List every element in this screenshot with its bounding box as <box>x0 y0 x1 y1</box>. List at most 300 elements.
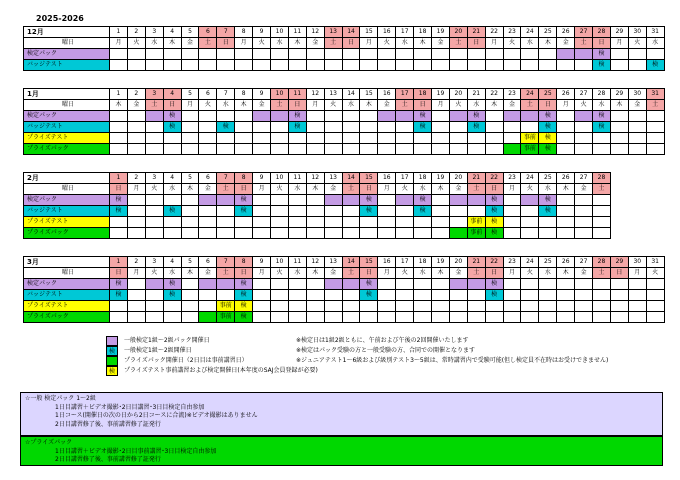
event-cell <box>467 60 485 71</box>
event-cell <box>396 195 414 206</box>
weekday-cell: 月 <box>503 268 521 279</box>
event-cell <box>449 290 467 301</box>
day-number: 10 <box>271 173 289 184</box>
event-cell <box>324 206 342 217</box>
day-number: 10 <box>271 89 289 100</box>
event-cell <box>503 228 521 239</box>
weekday-cell: 水 <box>288 268 306 279</box>
event-cell <box>593 290 611 301</box>
event-cell <box>378 279 396 290</box>
event-cell <box>467 279 485 290</box>
event-cell <box>378 217 396 228</box>
event-cell: 検 <box>593 49 611 60</box>
event-cell <box>163 133 181 144</box>
event-cell: 検 <box>110 290 128 301</box>
event-cell <box>288 290 306 301</box>
event-cell <box>557 279 575 290</box>
weekday-cell: 月 <box>485 38 503 49</box>
event-cell <box>181 49 199 60</box>
event-cell: 検 <box>235 290 253 301</box>
empty-cell <box>610 206 628 217</box>
day-number: 13 <box>324 89 342 100</box>
legend <box>106 336 666 376</box>
event-cell: 検 <box>593 122 611 133</box>
event-cell <box>432 301 450 312</box>
event-cell <box>593 195 611 206</box>
event-cell <box>342 49 360 60</box>
weekday-cell: 金 <box>432 38 450 49</box>
day-number: 23 <box>503 27 521 38</box>
event-cell <box>342 111 360 122</box>
day-number: 17 <box>396 27 414 38</box>
weekday-label: 曜日 <box>24 100 110 111</box>
day-number: 12 <box>306 173 324 184</box>
event-cell <box>288 144 306 155</box>
event-cell <box>306 49 324 60</box>
day-number: 18 <box>414 173 432 184</box>
weekday-cell: 火 <box>145 268 163 279</box>
event-cell <box>449 49 467 60</box>
day-number: 26 <box>557 27 575 38</box>
event-cell <box>557 290 575 301</box>
weekday-cell: 水 <box>217 100 235 111</box>
legend-note: ※検定日は1級2級ともに、午前および午後の2回開催いたします <box>296 337 469 344</box>
event-cell <box>271 111 289 122</box>
event-cell <box>324 133 342 144</box>
event-cell <box>485 49 503 60</box>
day-number: 5 <box>181 257 199 268</box>
event-cell <box>217 133 235 144</box>
event-cell <box>396 144 414 155</box>
event-cell <box>378 228 396 239</box>
event-cell <box>521 301 539 312</box>
row-label-prizePack: プライズパック <box>24 228 110 239</box>
weekday-cell: 木 <box>432 184 450 195</box>
day-number: 6 <box>199 27 217 38</box>
event-cell <box>521 228 539 239</box>
legend-item <box>106 356 666 366</box>
event-cell <box>271 144 289 155</box>
weekday-cell: 月 <box>181 100 199 111</box>
event-cell <box>360 312 378 323</box>
day-number: 27 <box>575 89 593 100</box>
event-cell: 検 <box>539 144 557 155</box>
month-title: 3月 <box>24 257 110 268</box>
event-cell <box>145 301 163 312</box>
event-cell: 検 <box>163 111 181 122</box>
event-cell <box>610 122 628 133</box>
legend-text: 一般検定1級～2級開催日 <box>124 347 192 354</box>
event-cell <box>181 111 199 122</box>
event-cell <box>306 111 324 122</box>
event-cell <box>521 195 539 206</box>
weekday-cell: 火 <box>127 38 145 49</box>
event-cell <box>288 312 306 323</box>
weekday-cell: 金 <box>324 268 342 279</box>
row-label-badge: バッジテスト <box>24 60 110 71</box>
event-cell <box>342 133 360 144</box>
event-cell <box>127 217 145 228</box>
event-cell <box>646 49 664 60</box>
event-cell <box>396 290 414 301</box>
event-cell <box>110 217 128 228</box>
event-cell <box>145 133 163 144</box>
event-cell <box>628 290 646 301</box>
event-cell <box>306 279 324 290</box>
event-cell <box>199 206 217 217</box>
event-cell <box>342 60 360 71</box>
event-cell: 検 <box>414 122 432 133</box>
event-cell <box>360 133 378 144</box>
event-cell <box>110 122 128 133</box>
day-number: 25 <box>539 257 557 268</box>
event-cell <box>110 60 128 71</box>
event-cell <box>396 49 414 60</box>
event-cell <box>432 195 450 206</box>
event-cell <box>217 206 235 217</box>
calendar-month-4 <box>23 256 665 323</box>
legend-item <box>106 366 666 376</box>
event-cell <box>199 301 217 312</box>
event-cell <box>378 206 396 217</box>
event-cell <box>628 279 646 290</box>
event-cell <box>575 301 593 312</box>
event-cell <box>503 279 521 290</box>
day-number: 2 <box>127 173 145 184</box>
weekday-cell: 金 <box>575 268 593 279</box>
event-cell <box>432 122 450 133</box>
event-cell <box>557 144 575 155</box>
day-number: 21 <box>467 173 485 184</box>
event-cell <box>557 206 575 217</box>
event-cell <box>378 290 396 301</box>
event-cell <box>288 279 306 290</box>
day-number: 28 <box>593 89 611 100</box>
event-cell <box>396 312 414 323</box>
event-cell <box>271 312 289 323</box>
day-number: 27 <box>575 173 593 184</box>
event-cell <box>288 301 306 312</box>
event-cell <box>628 133 646 144</box>
event-cell <box>288 206 306 217</box>
event-cell <box>199 122 217 133</box>
event-cell <box>628 301 646 312</box>
event-cell <box>127 228 145 239</box>
event-cell <box>110 111 128 122</box>
event-cell <box>449 195 467 206</box>
day-number: 19 <box>432 27 450 38</box>
weekday-cell: 火 <box>271 184 289 195</box>
weekday-cell: 木 <box>181 184 199 195</box>
event-cell <box>181 217 199 228</box>
weekday-cell: 土 <box>217 184 235 195</box>
weekday-cell: 水 <box>521 38 539 49</box>
event-cell <box>521 290 539 301</box>
day-number: 25 <box>539 173 557 184</box>
event-cell <box>342 144 360 155</box>
event-cell <box>127 111 145 122</box>
event-cell <box>199 195 217 206</box>
event-cell <box>575 60 593 71</box>
event-cell <box>449 60 467 71</box>
day-number: 12 <box>306 89 324 100</box>
weekday-cell: 日 <box>485 268 503 279</box>
weekday-cell: 水 <box>163 268 181 279</box>
event-cell <box>145 279 163 290</box>
event-cell <box>127 60 145 71</box>
event-cell <box>557 312 575 323</box>
event-cell <box>163 228 181 239</box>
day-number: 10 <box>271 27 289 38</box>
day-number: 20 <box>449 89 467 100</box>
event-cell <box>145 206 163 217</box>
event-cell <box>342 228 360 239</box>
event-cell <box>485 133 503 144</box>
day-number: 1 <box>110 173 128 184</box>
event-cell <box>414 301 432 312</box>
empty-cell <box>610 217 628 228</box>
event-cell <box>253 49 271 60</box>
weekday-cell: 日 <box>217 38 235 49</box>
event-cell <box>557 228 575 239</box>
event-cell: 検 <box>163 122 181 133</box>
event-cell <box>628 144 646 155</box>
event-cell <box>342 290 360 301</box>
event-cell <box>181 122 199 133</box>
day-number: 24 <box>521 257 539 268</box>
legend-item <box>106 336 666 346</box>
event-cell <box>521 312 539 323</box>
day-number: 2 <box>127 89 145 100</box>
event-cell: 検 <box>593 111 611 122</box>
legend-text: プライズテスト事前講習および検定開催日(本年度のSAJ会員登録が必要) <box>124 367 318 374</box>
event-cell: 検 <box>360 195 378 206</box>
event-cell <box>503 217 521 228</box>
event-cell <box>217 279 235 290</box>
event-cell <box>575 217 593 228</box>
event-cell <box>628 122 646 133</box>
weekday-cell: 水 <box>271 38 289 49</box>
event-cell <box>199 279 217 290</box>
event-cell <box>145 144 163 155</box>
event-cell <box>503 122 521 133</box>
event-cell <box>503 301 521 312</box>
day-number: 28 <box>593 27 611 38</box>
event-cell <box>181 312 199 323</box>
row-label-prize: プライズテスト <box>24 217 110 228</box>
day-number: 17 <box>396 173 414 184</box>
event-cell <box>145 195 163 206</box>
event-cell <box>593 228 611 239</box>
event-cell: 検 <box>593 60 611 71</box>
event-cell <box>145 290 163 301</box>
event-cell <box>539 290 557 301</box>
day-number: 30 <box>628 27 646 38</box>
weekday-cell: 木 <box>557 268 575 279</box>
weekday-cell: 火 <box>646 268 664 279</box>
event-cell <box>360 228 378 239</box>
event-cell <box>414 60 432 71</box>
event-cell: 検 <box>467 111 485 122</box>
day-number: 14 <box>342 173 360 184</box>
empty-cell <box>628 206 646 217</box>
event-cell <box>199 49 217 60</box>
event-cell <box>521 279 539 290</box>
day-number: 19 <box>432 89 450 100</box>
event-cell <box>306 290 324 301</box>
day-number: 29 <box>610 89 628 100</box>
empty-cell <box>610 195 628 206</box>
day-number: 20 <box>449 173 467 184</box>
weekday-cell: 金 <box>127 100 145 111</box>
row-label-prize: プライズテスト <box>24 301 110 312</box>
event-cell <box>557 122 575 133</box>
weekday-cell: 土 <box>396 100 414 111</box>
legend-swatch: 検 <box>106 366 118 376</box>
event-cell <box>646 290 664 301</box>
event-cell <box>181 60 199 71</box>
event-cell <box>575 49 593 60</box>
row-label-kentei: 検定パック <box>24 195 110 206</box>
event-cell <box>181 195 199 206</box>
empty-cell <box>628 184 646 195</box>
prize-pack-title: ☆プライズパック <box>25 439 73 446</box>
event-cell: 事前 <box>467 217 485 228</box>
event-cell <box>306 122 324 133</box>
day-number: 3 <box>145 89 163 100</box>
event-cell <box>271 279 289 290</box>
day-number: 25 <box>539 89 557 100</box>
event-cell: 検 <box>539 195 557 206</box>
weekday-cell: 木 <box>414 38 432 49</box>
event-cell <box>181 206 199 217</box>
event-cell <box>593 144 611 155</box>
event-cell <box>521 49 539 60</box>
event-cell <box>235 133 253 144</box>
event-cell <box>503 206 521 217</box>
weekday-cell: 木 <box>557 184 575 195</box>
event-cell <box>432 290 450 301</box>
day-number: 27 <box>575 257 593 268</box>
event-cell <box>646 301 664 312</box>
event-cell <box>396 228 414 239</box>
weekday-cell: 日 <box>110 184 128 195</box>
event-cell <box>610 301 628 312</box>
event-cell <box>593 279 611 290</box>
weekday-cell: 金 <box>628 100 646 111</box>
event-cell <box>449 144 467 155</box>
event-cell: 検 <box>485 217 503 228</box>
event-cell <box>557 49 575 60</box>
event-cell <box>396 60 414 71</box>
event-cell <box>360 301 378 312</box>
prize-pack-line-1: 1日目講習＋ビデオ撮影･2日目事前講習･3日目検定自由参加 <box>55 447 217 455</box>
event-cell <box>610 49 628 60</box>
event-cell <box>217 144 235 155</box>
event-cell <box>145 312 163 323</box>
event-cell: 検 <box>235 206 253 217</box>
weekday-cell: 月 <box>378 184 396 195</box>
event-cell <box>575 290 593 301</box>
event-cell <box>360 217 378 228</box>
event-cell <box>396 301 414 312</box>
day-number: 2 <box>127 257 145 268</box>
weekday-cell: 金 <box>324 184 342 195</box>
day-number: 3 <box>145 173 163 184</box>
event-cell: 検 <box>235 301 253 312</box>
event-cell <box>414 228 432 239</box>
weekday-cell: 水 <box>593 100 611 111</box>
event-cell <box>449 206 467 217</box>
event-cell <box>271 49 289 60</box>
event-cell <box>593 301 611 312</box>
event-cell <box>593 133 611 144</box>
event-cell <box>646 144 664 155</box>
day-number: 11 <box>288 89 306 100</box>
event-cell: 事前 <box>467 228 485 239</box>
weekday-cell: 土 <box>646 100 664 111</box>
weekday-cell: 土 <box>593 268 611 279</box>
day-number: 8 <box>235 173 253 184</box>
empty-cell <box>646 217 664 228</box>
event-cell <box>163 195 181 206</box>
weekday-cell: 金 <box>253 100 271 111</box>
event-cell <box>360 122 378 133</box>
day-number: 7 <box>217 89 235 100</box>
event-cell <box>253 195 271 206</box>
event-cell <box>378 122 396 133</box>
weekday-cell: 日 <box>163 100 181 111</box>
event-cell <box>432 312 450 323</box>
event-cell <box>253 279 271 290</box>
day-number: 9 <box>253 27 271 38</box>
weekday-cell: 土 <box>593 184 611 195</box>
event-cell: 検 <box>539 133 557 144</box>
event-cell <box>127 144 145 155</box>
event-cell <box>271 301 289 312</box>
day-number: 28 <box>593 257 611 268</box>
weekday-cell: 月 <box>610 38 628 49</box>
day-number: 16 <box>378 173 396 184</box>
day-number: 24 <box>521 27 539 38</box>
weekday-cell: 土 <box>449 38 467 49</box>
event-cell <box>199 290 217 301</box>
day-number: 26 <box>557 89 575 100</box>
event-cell <box>253 122 271 133</box>
event-cell: 検 <box>646 60 664 71</box>
day-number: 19 <box>432 257 450 268</box>
weekday-cell: 火 <box>324 100 342 111</box>
day-number: 19 <box>432 173 450 184</box>
row-label-kentei: 検定パック <box>24 279 110 290</box>
day-number: 15 <box>360 89 378 100</box>
event-cell <box>324 122 342 133</box>
event-cell: 検 <box>485 279 503 290</box>
day-number: 6 <box>199 173 217 184</box>
weekday-cell: 日 <box>288 100 306 111</box>
event-cell <box>360 49 378 60</box>
event-cell <box>467 312 485 323</box>
event-cell <box>414 144 432 155</box>
weekday-cell: 月 <box>557 100 575 111</box>
event-cell <box>378 133 396 144</box>
day-number: 9 <box>253 257 271 268</box>
event-cell: 検 <box>485 195 503 206</box>
day-number: 4 <box>163 173 181 184</box>
weekday-cell: 土 <box>342 184 360 195</box>
legend-note: ※検定はパック受験の方と一般受験の方、合同での開催となります <box>296 347 476 354</box>
event-cell <box>163 301 181 312</box>
